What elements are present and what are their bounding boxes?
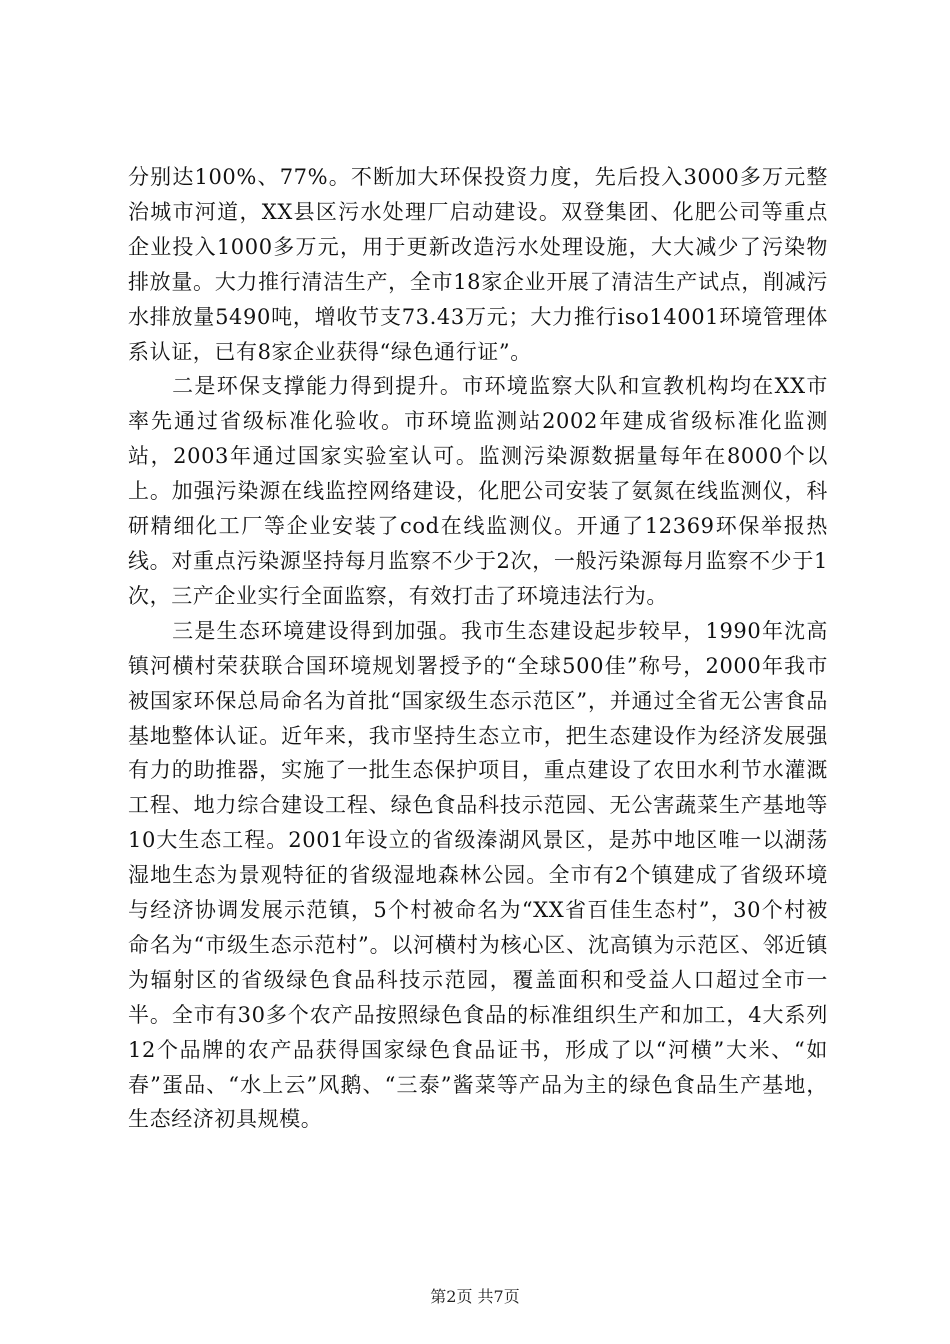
paragraph-continuation: 分别达100%、77%。不断加大环保投资力度，先后投入3000多万元整治城市河道，XX县区污水处理厂启动建设。双登集团、化肥公司等重点企业投入1000多万元，用于更新改造污水处理设施，大大减少了污染物排放量。大力推行清洁生产，全市18家企业开展了清洁生产试点，削减污水排放量5490吨，增收节支73.43万元；大力推行iso14001环境管理体系认证，已有8家企业获得“绿色通行证”。 <box>128 165 828 364</box>
paragraph-ecological-construction: 三是生态环境建设得到加强。我市生态建设起步较早，1990年沈高镇河横村荣获联合国环境规划署授予的“全球500佳”称号，2000年我市被国家环保总局命名为首批“国家级生态示范区”，并通过全省无公害食品基地整体认证。近年来，我市坚持生态立市，把生态建设作为经济发展强有力的助推器，实施了一批生态保护项目，重点建设了农田水利节水灌溉工程、地力综合建设工程、绿色食品科技示范园、无公害蔬菜生产基地等10大生态工程。2001年设立的省级溱湖风景区，是苏中地区唯一以湖荡湿地生态为景观特征的省级湿地森林公园。全市有2个镇建成了省级环境与经济协调发展示范镇，5个村被命名为“XX省百佳生态村”，30个村被命名为“市级生态示范村”。以河横村为核心区、沈高镇为示范区、邻近镇为辐射区的省级绿色食品科技示范园，覆盖面积和受益人口超过全市一半。全市有30多个农产品按照绿色食品的标准组织生产和加工，4大系列12个品牌的农产品获得国家绿色食品证书，形成了以“河横”大米、“如春”蛋品、“水上云”风鹅、“三泰”酱菜等产品为主的绿色食品生产基地，生态经济初具规模。 <box>128 618 828 1132</box>
document-body <box>128 160 828 1137</box>
page-number-footer: 第2页 共7页 <box>430 1287 520 1306</box>
paragraph-environmental-support: 二是环保支撑能力得到提升。市环境监察大队和宣教机构均在XX市率先通过省级标准化验收。市环境监测站2002年建成省级标准化监测站，2003年通过国家实验室认可。监测污染源数据量每年在8000个以上。加强污染源在线监控网络建设，化肥公司安装了氨氮在线监测仪，科研精细化工厂等企业安装了cod在线监测仪。开通了12369环保举报热线。对重点污染源坚持每月监察不少于2次，一般污染源每月监察不少于1次，三产企业实行全面监察，有效打击了环境违法行为。 <box>128 374 828 608</box>
